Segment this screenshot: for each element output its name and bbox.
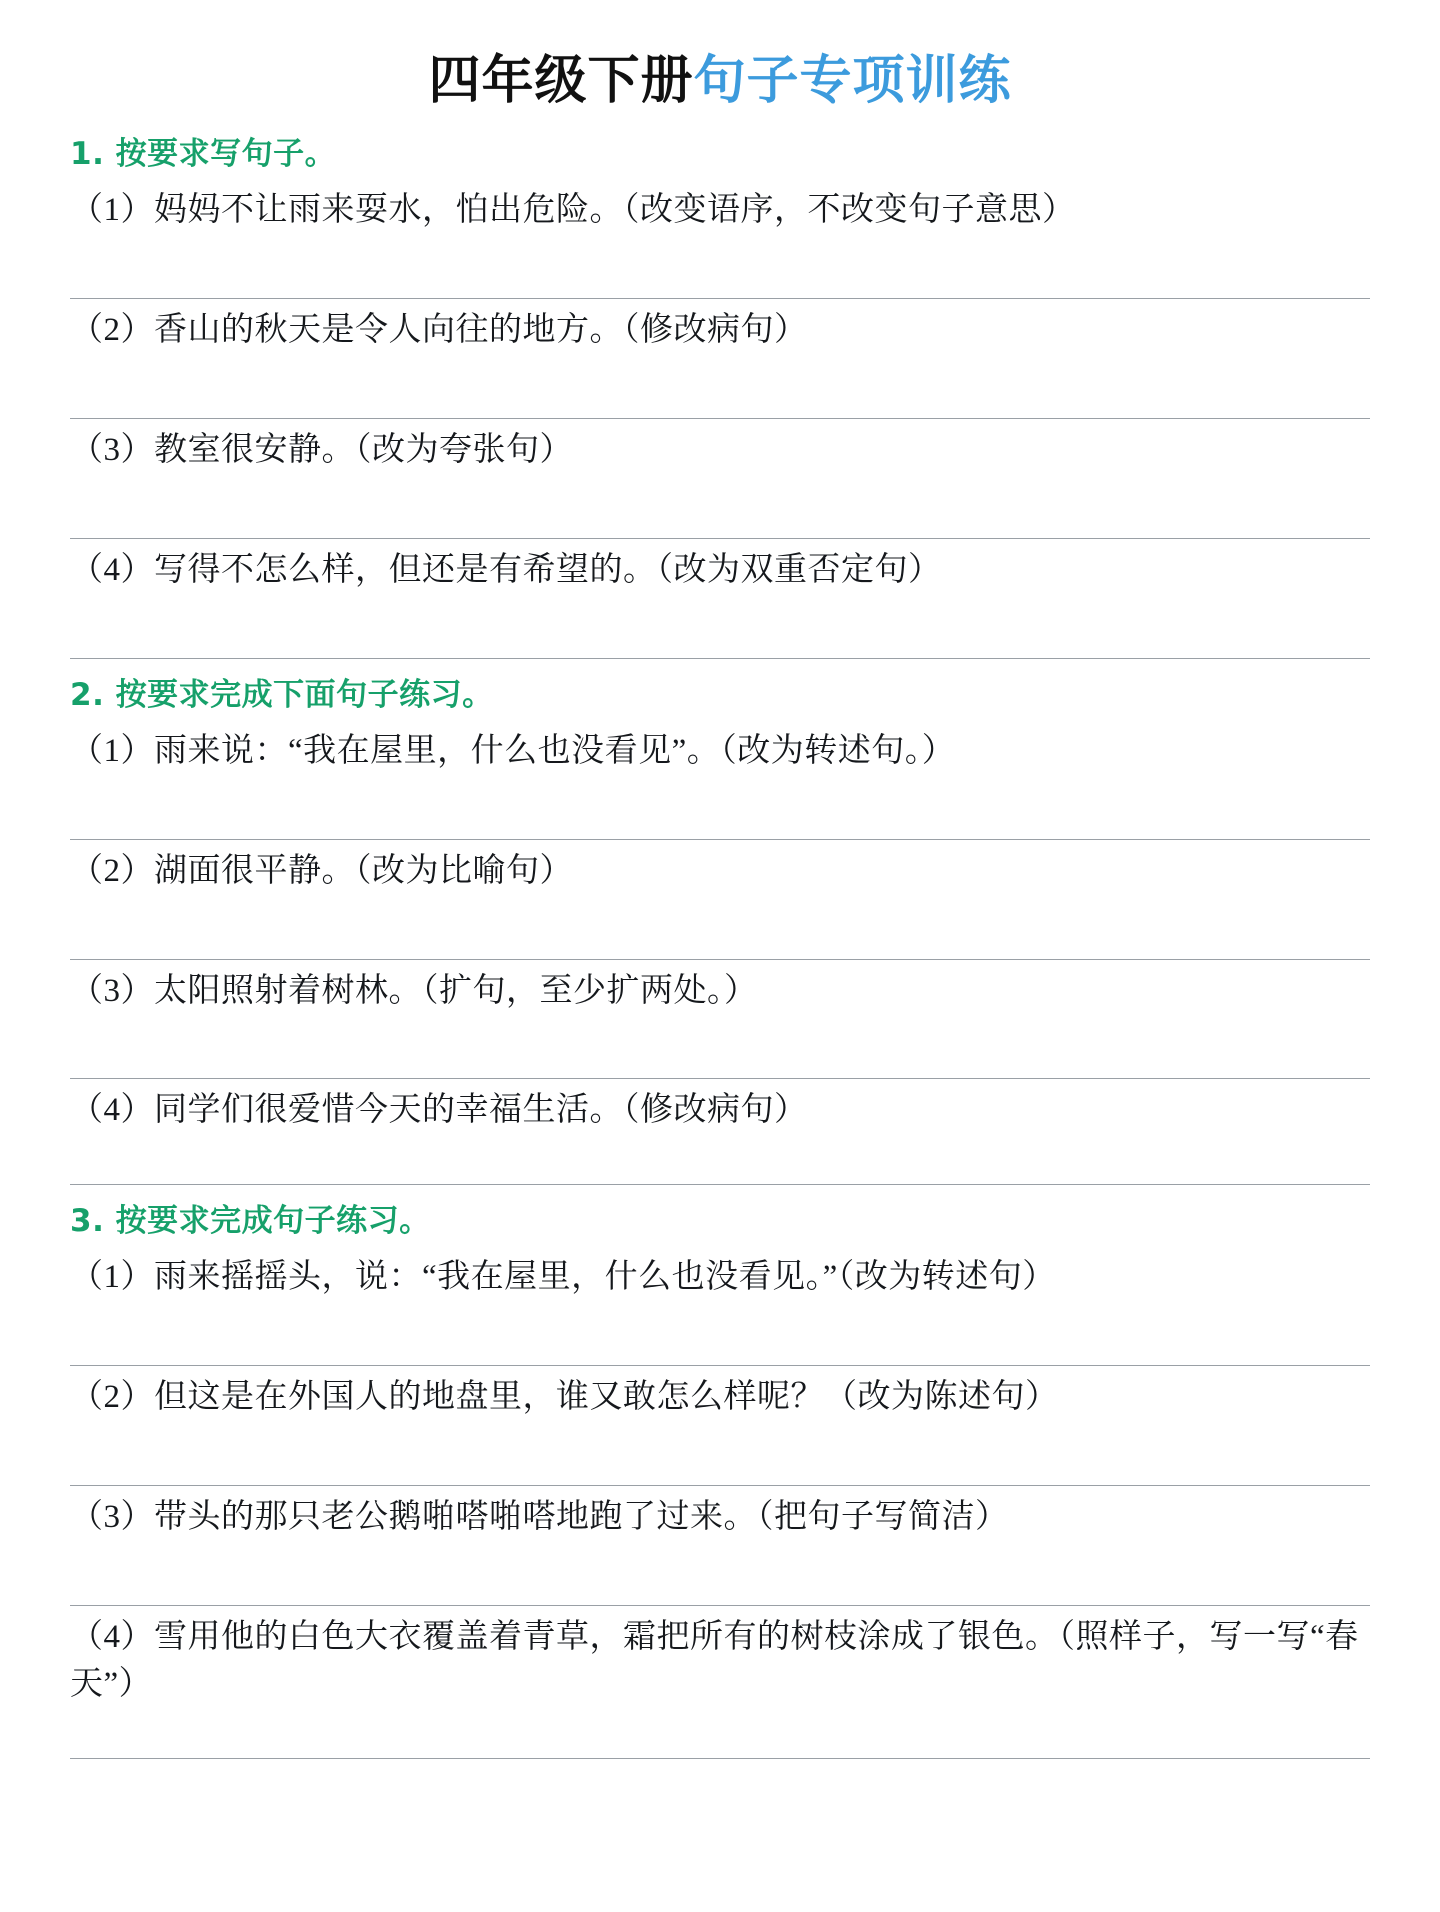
- answer-space: [70, 785, 1370, 839]
- question-item: [70, 1246, 1370, 1366]
- question-text: （3）教室很安静。（改为夸张句）: [70, 432, 573, 469]
- question-item: [70, 960, 1370, 1080]
- question-item: [70, 299, 1370, 419]
- answer-line[interactable]: [70, 1758, 1370, 1759]
- question-text: （2）香山的秋天是令人向往的地方。（修改病句）: [70, 312, 808, 349]
- section-3-heading: 3. 按要求完成句子练习。: [70, 1203, 431, 1240]
- question-text: （2）但这是在外国人的地盘里，谁又敢怎么样呢？（改为陈述句）: [70, 1379, 1059, 1416]
- page-title-grade: 四年级下册: [428, 51, 694, 111]
- question-text: （1）雨来说：“我在屋里，什么也没看见”。（改为转述句。）: [70, 732, 956, 769]
- answer-space: [70, 1551, 1370, 1605]
- question-item: [70, 539, 1370, 659]
- answer-space: [70, 364, 1370, 418]
- answer-space: [70, 1311, 1370, 1365]
- question-text: （3）太阳照射着树林。（扩句，至少扩两处。）: [70, 972, 758, 1009]
- answer-space: [70, 1144, 1370, 1184]
- question-text: （4）雪用他的白色大衣覆盖着青草，霜把所有的树枝涂成了银色。（照样子，写一写“春天”）: [70, 1618, 1359, 1702]
- answer-space: [70, 905, 1370, 959]
- answer-space: [70, 604, 1370, 658]
- question-text: （2）湖面很平静。（改为比喻句）: [70, 852, 573, 889]
- question-text: （4）写得不怎么样，但还是有希望的。（改为双重否定句）: [70, 551, 942, 588]
- question-item: [70, 1486, 1370, 1606]
- question-text: （4）同学们很爱惜今天的幸福生活。（修改病句）: [70, 1092, 808, 1129]
- section-2-heading: 2. 按要求完成下面句子练习。: [70, 676, 494, 713]
- section-1-heading: 1. 按要求写句子。: [70, 136, 337, 173]
- answer-space: [70, 244, 1370, 298]
- answer-space: [70, 1431, 1370, 1485]
- question-item: [70, 1079, 1370, 1185]
- page-bottom-space: [70, 1761, 1370, 1791]
- answer-line[interactable]: [70, 658, 1370, 659]
- page-title-topic: 句子专项训练: [693, 51, 1012, 111]
- section-2: [70, 669, 1370, 1185]
- question-item: [70, 1366, 1370, 1486]
- question-text: （1）妈妈不让雨来耍水，怕出危险。（改变语序，不改变句子意思）: [70, 192, 1076, 229]
- answer-line[interactable]: [70, 1184, 1370, 1185]
- answer-space: [70, 1024, 1370, 1078]
- section-3: [70, 1195, 1370, 1758]
- answer-space: [70, 1718, 1370, 1758]
- question-item: [70, 179, 1370, 299]
- question-item: [70, 840, 1370, 960]
- question-text: （3）带头的那只老公鹅啪嗒啪嗒地跑了过来。（把句子写简洁）: [70, 1498, 1009, 1535]
- page-title: [70, 50, 1370, 112]
- section-1: [70, 128, 1370, 658]
- question-text: （1）雨来摇摇头，说：“我在屋里，什么也没看见。”（改为转述句）: [70, 1259, 1056, 1296]
- question-item: [70, 720, 1370, 840]
- question-item: [70, 419, 1370, 539]
- question-item: [70, 1606, 1370, 1759]
- answer-space: [70, 484, 1370, 538]
